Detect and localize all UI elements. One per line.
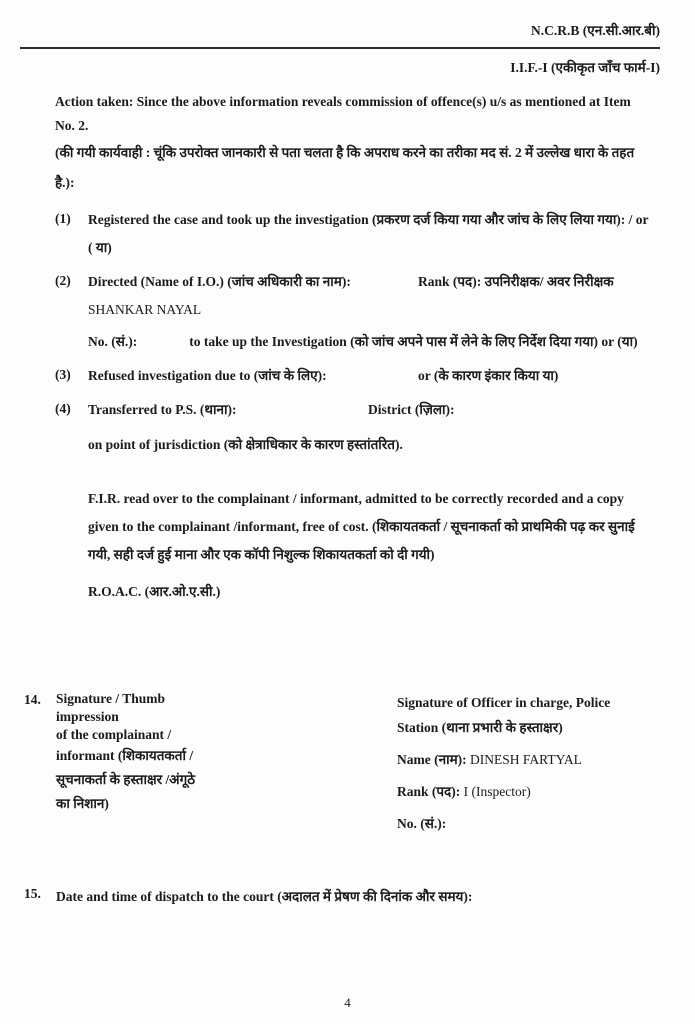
officer-signature-block (397, 690, 649, 836)
item-2-directed-row (88, 268, 653, 324)
item-4-content (88, 396, 653, 459)
item-14-text (56, 690, 271, 816)
transferred-row (88, 396, 653, 424)
officer-name-row (397, 747, 649, 772)
item-1 (55, 206, 653, 262)
officer-rank-row (397, 779, 649, 804)
officer-title-line-1: Signature of Officer in charge, Police (397, 695, 611, 710)
item-14-line: informant (शिकायतकर्ता / (56, 748, 194, 763)
header-divider (20, 47, 660, 49)
form-title: I.I.F.-I (एकीकृत जाँच फार्म-I) (510, 60, 660, 75)
signature-section (24, 690, 653, 878)
refused-or-text: or (के कारण इंकार किया या) (418, 368, 559, 383)
item-4 (55, 396, 653, 459)
item-1-text: Registered the case and took up the investigation (प्रकरण दर्ज किया गया और जांच के लिए लिया गया): / or ( या) (88, 212, 649, 255)
item-2-content (88, 268, 653, 356)
item-3 (55, 362, 653, 390)
item-14-line: सूचनाकर्ता के हस्ताक्षर /अंगूठे (56, 772, 196, 787)
officer-no-label: No. (सं.): (397, 816, 447, 831)
roac-text: R.O.A.C. (आर.ओ.ए.सी.) (88, 584, 221, 599)
officer-rank-label: Rank (पद): (397, 784, 461, 799)
item-14-number: 14. (24, 692, 41, 707)
item-14-line: of the complainant / (56, 727, 172, 742)
item-14-line: का निशान) (56, 796, 109, 811)
item-1-number: (1) (55, 211, 71, 226)
item-15-number: 15. (24, 886, 41, 901)
item-2-no-row (88, 328, 653, 356)
page-number: 4 (344, 995, 351, 1010)
ncrb-header: N.C.R.B (एन.सी.आर.बी) (531, 23, 660, 38)
action-taken-hindi: (की गयी कार्यवाही : चूंकि उपरोक्त जानकारी से पता चलता है कि अपराध करने का तरीका मद सं. 2 में उल्लेख धारा के तहत है.): (55, 145, 635, 190)
directed-cell (88, 268, 418, 324)
directed-label: Directed (Name of I.O.) (जांच अधिकारी का नाम): (88, 274, 351, 289)
io-no-label: No. (सं.): (88, 334, 138, 349)
fir-note-row (55, 459, 653, 606)
rank-value: उपनिरीक्षक/ अवर निरीक्षक (484, 274, 614, 289)
item-14-line: impression (56, 709, 119, 724)
rank-label: Rank (पद): (418, 274, 482, 289)
item-14-line: Signature / Thumb (56, 691, 166, 706)
takeup-text: to take up the Investigation (को जांच अपने पास में लेने के लिए निर्देश दिया गया) or (या) (189, 334, 638, 349)
item-3-content (88, 362, 653, 390)
item-2 (55, 268, 653, 356)
io-name-value: SHANKAR NAYAL (88, 302, 202, 317)
district-text: District (ज़िला): (368, 402, 455, 417)
officer-name-value: DINESH FARTYAL (470, 752, 582, 767)
item-2-number: (2) (55, 273, 71, 288)
action-taken-section (55, 90, 653, 198)
officer-no-row (397, 811, 649, 836)
item-15 (24, 884, 653, 910)
action-taken-english: Action taken: Since the above information reveals commission of offence(s) u/s as mentioned at Item No. 2. (55, 94, 631, 133)
officer-rank-value: I (Inspector) (463, 784, 531, 799)
page-header (0, 0, 695, 77)
transferred-text: Transferred to P.S. (थाना): (88, 402, 237, 417)
item-4-number: (4) (55, 401, 71, 416)
item-3-number: (3) (55, 367, 71, 382)
officer-name-label: Name (नाम): (397, 752, 467, 767)
item-15-text: Date and time of dispatch to the court (अदालत में प्रेषण की दिनांक और समय): (56, 889, 473, 904)
jurisdiction-text: on point of jurisdiction (को क्षेत्राधिकार के कारण हस्तांतरित). (88, 437, 403, 452)
officer-title-line-2: Station (थाना प्रभारी के हस्ताक्षर) (397, 720, 563, 735)
refused-text: Refused investigation due to (जांच के लिए): (88, 368, 327, 383)
fir-note-content (88, 459, 653, 606)
fir-note-spacer (55, 459, 88, 606)
fir-read-over-note: F.I.R. read over to the complainant / informant, admitted to be correctly recorded and a copy given to the complainant /informant, free of cost. (शिकायतकर्ता / सूचनाकर्ता को प्राथमिकी पढ़ कर सुनाई गयी, सही दर्ज हुई माना और एक कॉपी निशुल्क शिकायतकर्ता को दी गयी) (88, 491, 635, 562)
form-body (24, 90, 653, 910)
rank-cell (418, 268, 653, 324)
